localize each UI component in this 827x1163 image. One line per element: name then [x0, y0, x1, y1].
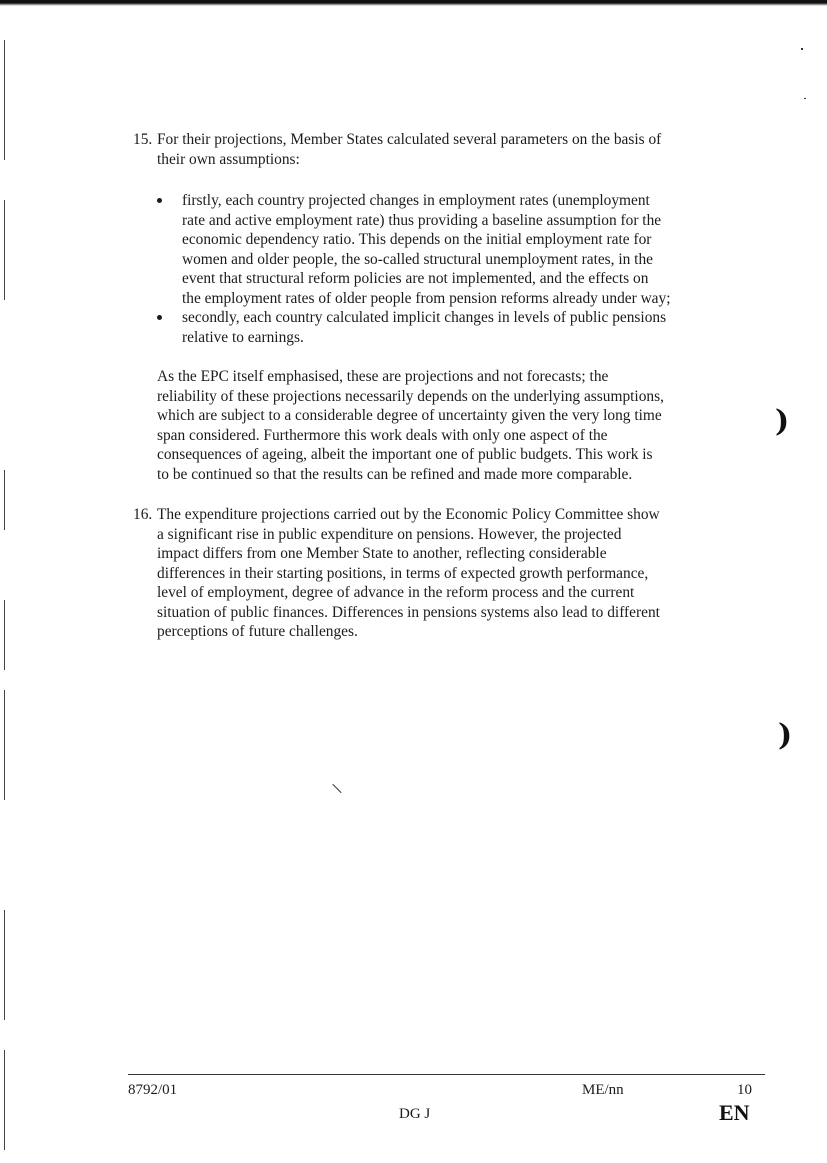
page-number: 10 [737, 1082, 752, 1098]
paragraph-15 [133, 130, 733, 169]
paragraph-number: 16. [133, 506, 153, 523]
directorate: DG J [399, 1106, 431, 1122]
paragraph-15-closing-text: As the EPC itself emphasised, these are projections and not forecasts; the reliability of these projections necessarily depends on the underlying assumptions, which are subject to a considerable degree of uncertainty given the very long time span considered. Furthermore this work deals with only one aspect of the consequences of ageing, albeit the important one of public budgets. This work is to be continued so that the results can be refined and made more comparable. [157, 368, 664, 483]
scan-left-edge-line [4, 200, 5, 300]
scan-left-edge-line [4, 600, 5, 670]
paragraph-15-closing [157, 367, 737, 484]
paragraph-number: 15. [133, 131, 153, 148]
bullet-icon [157, 315, 162, 320]
bullet-icon [157, 198, 162, 203]
bullet-text: secondly, each country calculated implicit changes in levels of public pensions relative to earnings. [182, 309, 667, 346]
scan-left-edge-line [4, 40, 5, 160]
bullet-item [182, 191, 742, 308]
scan-left-edge-line [4, 1050, 5, 1150]
stray-dot [804, 98, 806, 99]
scan-left-edge-line [4, 690, 5, 800]
scan-top-edge [0, 0, 827, 6]
scan-left-edge-line [4, 470, 5, 530]
author-initials: ME/nn [582, 1082, 624, 1098]
paragraph-16 [133, 505, 733, 642]
punch-hole-mark: ) [778, 718, 793, 753]
paragraph-16-text: The expenditure projections carried out by the Economic Policy Committee show a significant rise in public expenditure on pensions. However, the projected impact differs from one Member State to another, reflecting considerable differences in their starting positions, in terms of expected growth performance, level of employment, degree of advance in the reform process and the current situation of public finances. Differences in pensions systems also lead to different perceptions of future challenges. [157, 506, 660, 640]
stray-dot [801, 48, 803, 50]
punch-hole-mark: ) [775, 404, 790, 439]
document-reference: 8792/01 [128, 1082, 178, 1098]
stray-stroke [332, 784, 341, 793]
scan-left-edge-line [4, 910, 5, 1020]
paragraph-15-intro: For their projections, Member States calculated several parameters on the basis of their own assumptions: [157, 131, 662, 168]
footer-rule [128, 1074, 765, 1075]
language-code: EN [719, 1100, 750, 1125]
bullet-text: firstly, each country projected changes in employment rates (unemployment rate and active employment rate) thus providing a baseline assumption for the economic dependency ratio. This depends on the initial employment rate for women and older people, the so-called structural unemployment rates, in the event that structural reform policies are not implemented, and the effects on the employment rates of older people from pension reforms already under way; [182, 192, 671, 307]
bullet-item [182, 308, 742, 347]
